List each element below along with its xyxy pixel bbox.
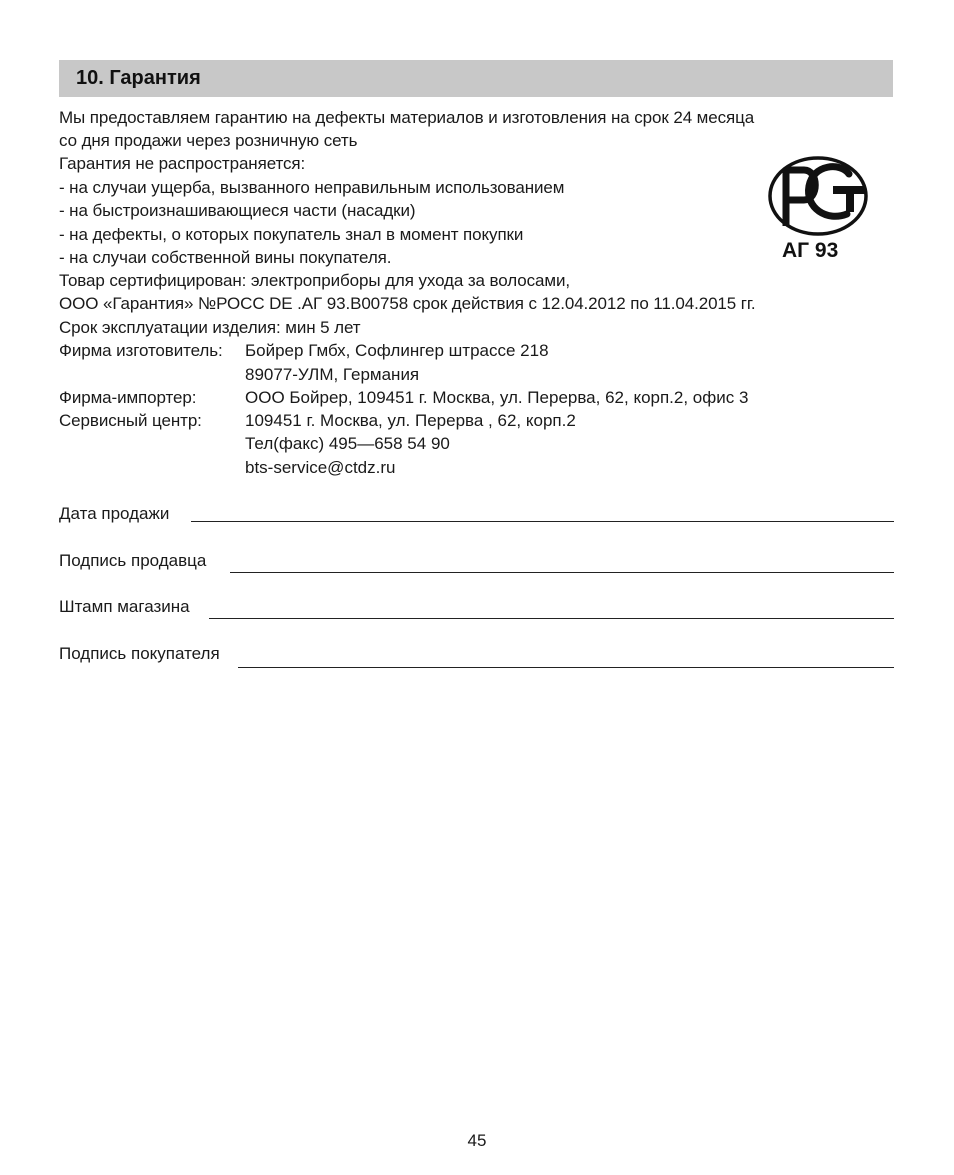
store-stamp-label: Штамп магазина: [59, 597, 190, 616]
certification-code: АГ 93: [782, 239, 839, 262]
section-title: 10. Гарантия: [76, 67, 201, 89]
importer-label: Фирма-импортер:: [59, 388, 197, 407]
seller-signature-label: Подпись продавца: [59, 551, 207, 570]
body-line: Товар сертифицирован: электроприборы для ухода за волосами,: [59, 271, 570, 290]
service-line: 109451 г. Москва, ул. Перерва , 62, корп.2: [245, 411, 576, 430]
manufacturer-line: 89077-УЛМ, Германия: [245, 365, 420, 384]
service-label: Сервисный центр:: [59, 411, 202, 430]
seller-signature-field[interactable]: [230, 572, 894, 573]
service-line: Тел(факс) 495—658 54 90: [245, 434, 450, 453]
manufacturer-line: Бойрер Гмбх, Софлингер штрассе 218: [245, 341, 549, 360]
manufacturer-label: Фирма изготовитель:: [59, 341, 223, 360]
body-line: ООО «Гарантия» №РОСС DE .АГ 93.В00758 срок действия с 12.04.2012 по 11.04.2015 гг.: [59, 294, 756, 313]
body-line: Мы предоставляем гарантию на дефекты материалов и изготовления на срок 24 месяца: [59, 108, 755, 127]
body-line: - на случаи ущерба, вызванного неправильным использованием: [59, 178, 565, 197]
importer-line: ООО Бойрер, 109451 г. Москва, ул. Перерва, 62, корп.2, офис 3: [245, 388, 749, 407]
section-header: [59, 60, 893, 97]
sale-date-label: Дата продажи: [59, 504, 170, 523]
body-line: Срок эксплуатации изделия: мин 5 лет: [59, 318, 361, 337]
sale-date-field[interactable]: [191, 521, 894, 522]
body-line: - на дефекты, о которых покупатель знал в момент покупки: [59, 225, 524, 244]
page-number: 45: [467, 1131, 487, 1150]
buyer-signature-field[interactable]: [238, 667, 894, 668]
store-stamp-field[interactable]: [209, 618, 894, 619]
body-line: - на быстроизнашивающиеся части (насадки): [59, 201, 416, 220]
body-line: Гарантия не распространяется:: [59, 154, 306, 173]
service-email[interactable]: bts-service@ctdz.ru: [245, 458, 396, 477]
buyer-signature-label: Подпись покупателя: [59, 644, 220, 663]
body-line: со дня продажи через розничную сеть: [59, 131, 358, 150]
body-line: - на случаи собственной вины покупателя.: [59, 248, 392, 267]
